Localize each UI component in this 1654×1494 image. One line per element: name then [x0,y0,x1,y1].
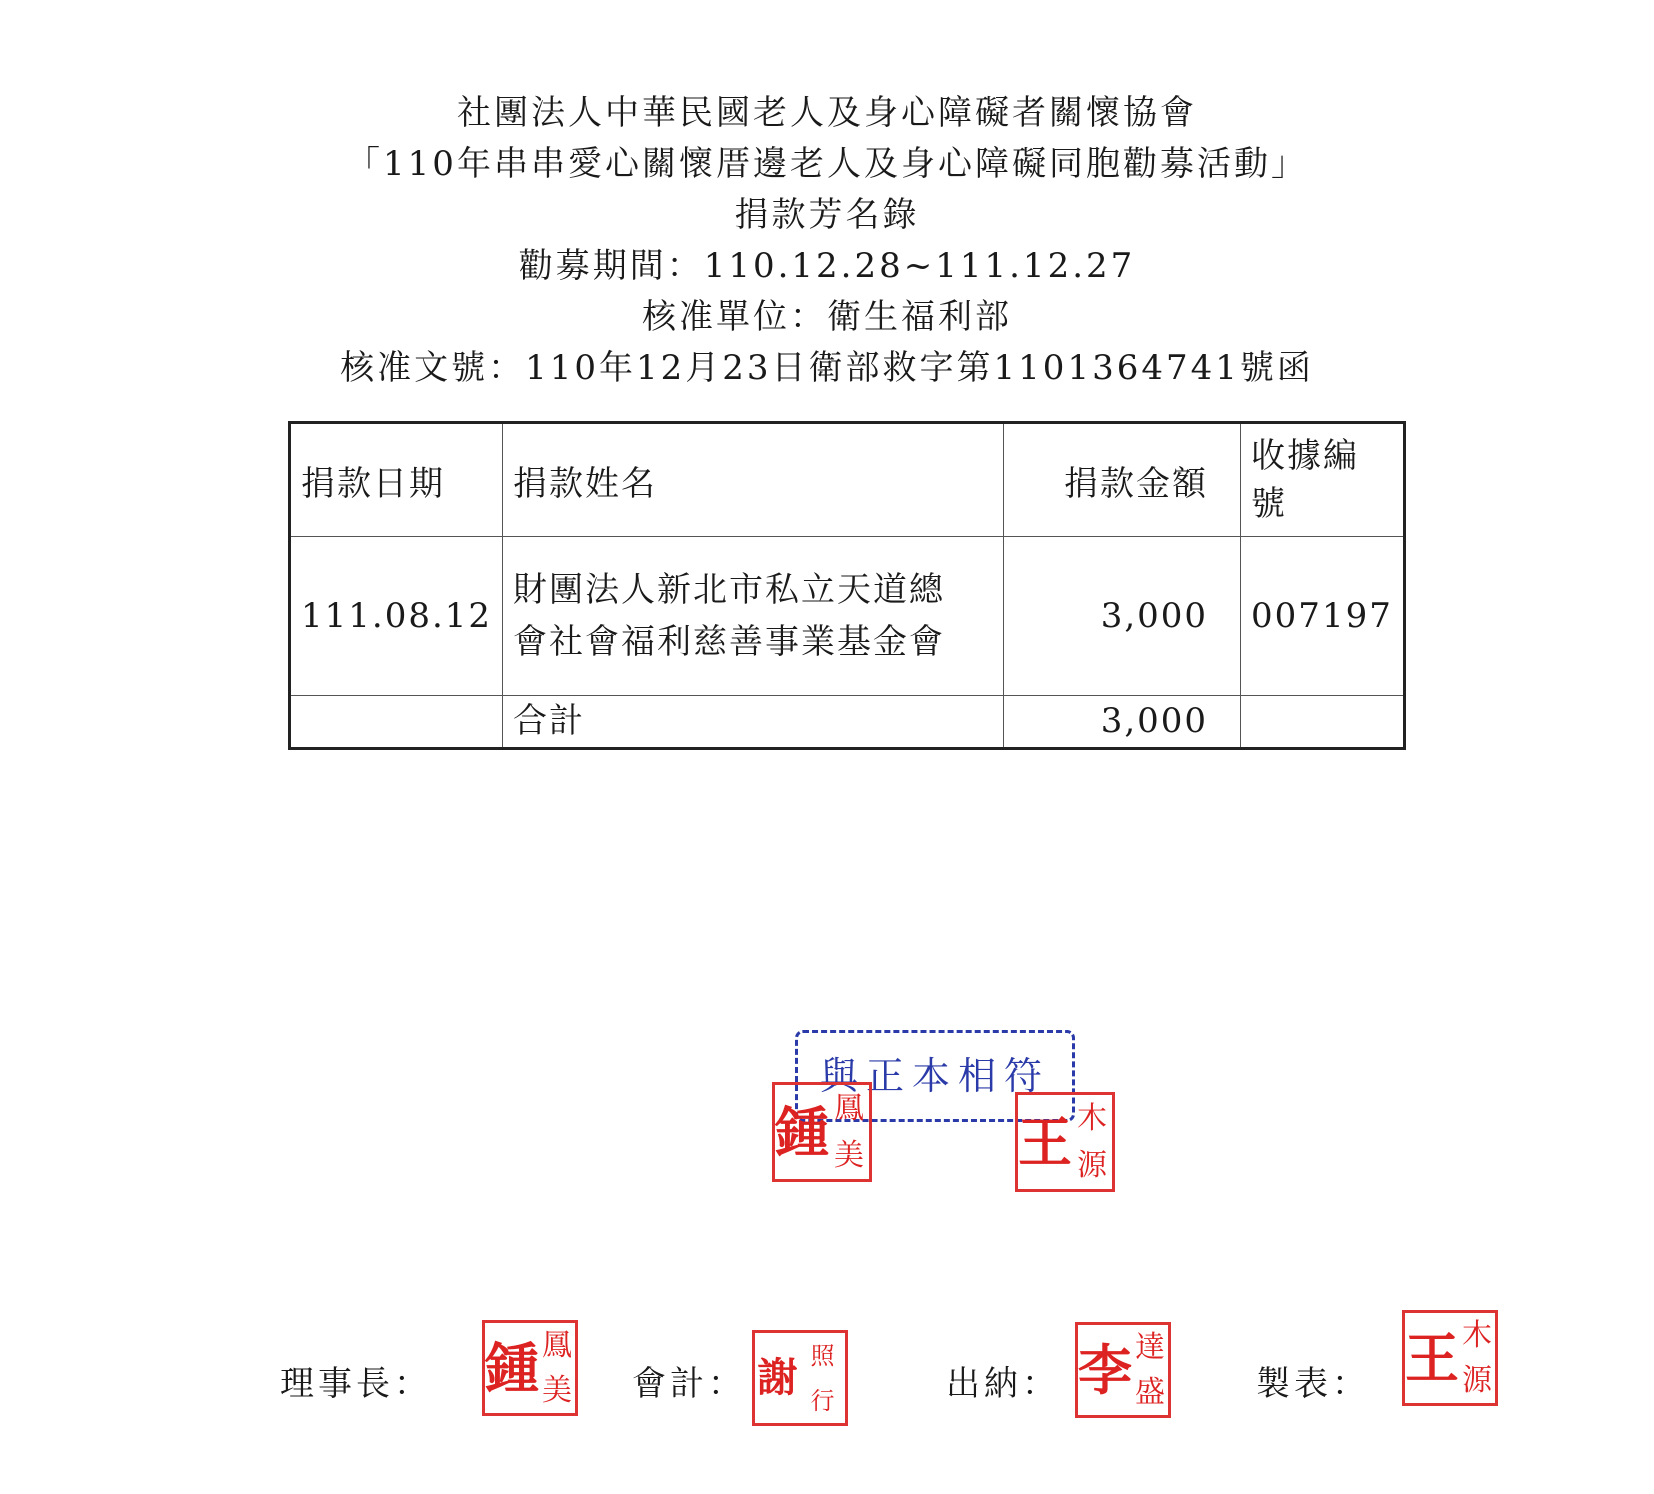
table-row [290,537,1405,696]
seal-char: 木 [1462,1317,1492,1353]
header-receipt: 收據編號 [1241,423,1405,537]
total-amount: 3,000 [1004,696,1241,749]
header-name: 捐款姓名 [503,423,1004,537]
seal-char: 王 [1405,1326,1459,1390]
donor-name [503,537,1004,696]
cashier-label: 出納： [946,1364,1060,1404]
seal-char: 鳳 [834,1090,864,1126]
preparer-seal-upper [1015,1092,1115,1192]
table-header-row [290,423,1405,537]
preparer-seal [1402,1310,1498,1406]
seal-char: 鳳 [542,1327,572,1363]
total-row [290,696,1405,749]
seal-char: 行 [810,1386,835,1415]
chairman-label: 理事長： [280,1364,432,1404]
approving-agency: 核准單位：衛生福利部 [642,297,1012,337]
chairman-seal [482,1320,578,1416]
seal-char: 謝 [757,1354,798,1401]
header-date: 捐款日期 [290,423,503,537]
seal-char: 達 [1135,1329,1165,1365]
seal-char: 源 [1077,1147,1107,1183]
total-label: 合計 [503,696,1004,749]
preparer-label: 製表： [1256,1364,1370,1404]
campaign-name: 「110年串串愛心關懷厝邊老人及身心障礙同胞勸募活動」 [346,144,1308,184]
donor-name-line1: 財團法人新北市私立天道總 [513,570,946,610]
cashier-seal [1075,1322,1171,1418]
total-receipt-empty [1241,696,1405,749]
seal-char: 照 [810,1341,835,1370]
donor-name-line2: 會社會福利慈善事業基金會 [513,622,946,662]
accountant-seal [752,1330,848,1426]
seal-char: 鍾 [775,1100,829,1164]
seal-char: 美 [542,1372,572,1408]
fundraising-period: 勸募期間：110.12.28~111.12.27 [518,246,1136,286]
donation-table [288,421,1406,750]
seal-char: 美 [834,1137,864,1173]
total-empty-cell [290,696,503,749]
seal-char: 李 [1078,1338,1132,1402]
document-header [0,88,1654,394]
receipt-number: 007197 [1241,537,1405,696]
header-amount: 捐款金額 [1004,423,1241,537]
seal-char: 王 [1018,1110,1072,1174]
certified-copy-stamp: 與正本相符 [795,1030,1075,1122]
document-title: 捐款芳名錄 [734,195,920,235]
seal-char: 鍾 [485,1336,539,1400]
seal-char: 盛 [1135,1374,1165,1410]
organization-name: 社團法人中華民國老人及身心障礙者關懷協會 [457,93,1197,133]
accountant-label: 會計： [632,1364,746,1404]
approval-document-number: 核准文號：110年12月23日衛部救字第1101364741號函 [340,348,1314,388]
donation-amount: 3,000 [1004,537,1241,696]
seal-char: 木 [1077,1100,1107,1136]
seal-char: 源 [1462,1362,1492,1398]
donation-date: 111.08.12 [290,537,503,696]
chairman-seal-upper [772,1082,872,1182]
